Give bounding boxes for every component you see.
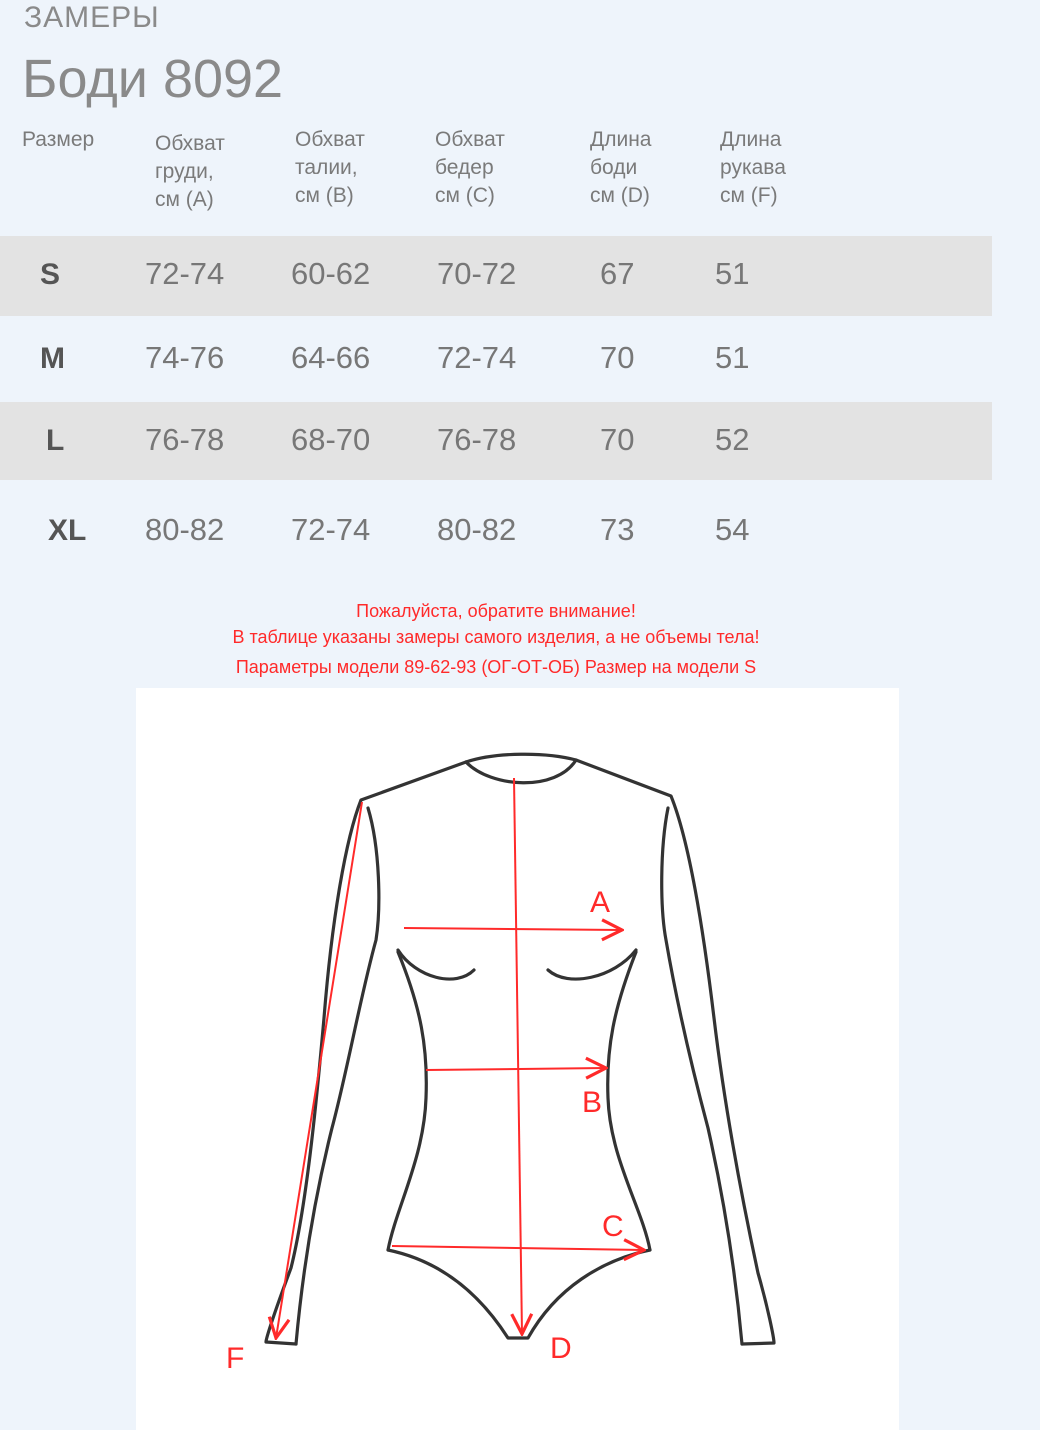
- table-row: [0, 482, 992, 578]
- column-header-chest: [155, 130, 225, 214]
- label-d: D: [550, 1332, 572, 1365]
- body-length-cell: 73: [600, 512, 635, 547]
- hips-cell: 76-78: [437, 422, 517, 457]
- sleeve-length-cell: 54: [715, 512, 750, 547]
- size-cell: XL: [48, 514, 87, 547]
- chest-cell: 72-74: [145, 256, 225, 291]
- chest-cell: 74-76: [145, 340, 225, 375]
- header-line: Обхват: [155, 132, 225, 155]
- size-cell: M: [40, 342, 65, 375]
- table-row: [0, 402, 992, 480]
- waist-cell: 68-70: [291, 422, 371, 457]
- label-b: B: [582, 1086, 603, 1119]
- hips-cell: 80-82: [437, 512, 517, 547]
- bodysuit-sketch: [136, 688, 899, 1430]
- header-line: Размер: [22, 128, 95, 151]
- notes-block: [0, 598, 992, 680]
- sleeve-length-cell: 51: [715, 256, 750, 291]
- column-header-body-length: [590, 126, 651, 210]
- header-line: см (А): [155, 188, 214, 211]
- chest-cell: 80-82: [145, 512, 225, 547]
- body-length-cell: 67: [600, 256, 635, 291]
- label-f: F: [226, 1342, 245, 1375]
- arrow-c: [392, 1246, 644, 1250]
- body-length-cell: 70: [600, 422, 635, 457]
- waist-cell: 60-62: [291, 256, 371, 291]
- sleeve-length-cell: 51: [715, 340, 750, 375]
- product-title: Боди 8092: [22, 49, 284, 109]
- header-line: боди: [590, 156, 638, 179]
- header-line: груди,: [155, 160, 214, 183]
- label-a: A: [590, 886, 611, 919]
- hips-cell: 72-74: [437, 340, 517, 375]
- header-line: Длина: [590, 128, 652, 151]
- chest-cell: 76-78: [145, 422, 225, 457]
- header-line: см (F): [720, 184, 778, 207]
- column-header-sleeve-length: [720, 126, 786, 210]
- table-row: [0, 318, 992, 400]
- section-eyebrow: ЗАМЕРЫ: [24, 1, 160, 34]
- arrow-d: [514, 778, 522, 1334]
- note-model-params: Параметры модели 89-62-93 (ОГ-ОТ-ОБ) Размер на модели S: [235, 657, 757, 677]
- waist-cell: 64-66: [291, 340, 371, 375]
- column-header-waist: [295, 126, 365, 210]
- header-line: Обхват: [295, 128, 365, 151]
- header-line: талии,: [295, 156, 358, 179]
- measurement-lines: [276, 778, 644, 1338]
- size-cell: L: [46, 424, 65, 457]
- note-attention: Пожалуйста, обратите внимание!: [356, 601, 636, 621]
- header-line: см (В): [295, 184, 354, 207]
- header-line: бедер: [435, 156, 494, 179]
- sleeve-length-cell: 52: [715, 422, 750, 457]
- label-c: C: [602, 1210, 624, 1243]
- arrow-a: [404, 928, 622, 930]
- note-garment-measurements: В таблице указаны замеры самого изделия, а не объемы тела!: [232, 627, 760, 647]
- waist-cell: 72-74: [291, 512, 371, 547]
- table-row: [0, 236, 992, 316]
- column-header-size: [22, 126, 94, 154]
- arrow-f: [276, 802, 362, 1338]
- header-line: Обхват: [435, 128, 505, 151]
- hips-cell: 70-72: [437, 256, 517, 291]
- header-line: рукава: [720, 156, 786, 179]
- header-line: см (С): [435, 184, 495, 207]
- header-line: Длина: [720, 128, 782, 151]
- header-line: см (D): [590, 184, 650, 207]
- column-header-hips: [435, 126, 505, 210]
- size-cell: S: [40, 258, 61, 291]
- arrow-b: [426, 1068, 606, 1070]
- measurement-diagram: [136, 688, 899, 1430]
- body-length-cell: 70: [600, 340, 635, 375]
